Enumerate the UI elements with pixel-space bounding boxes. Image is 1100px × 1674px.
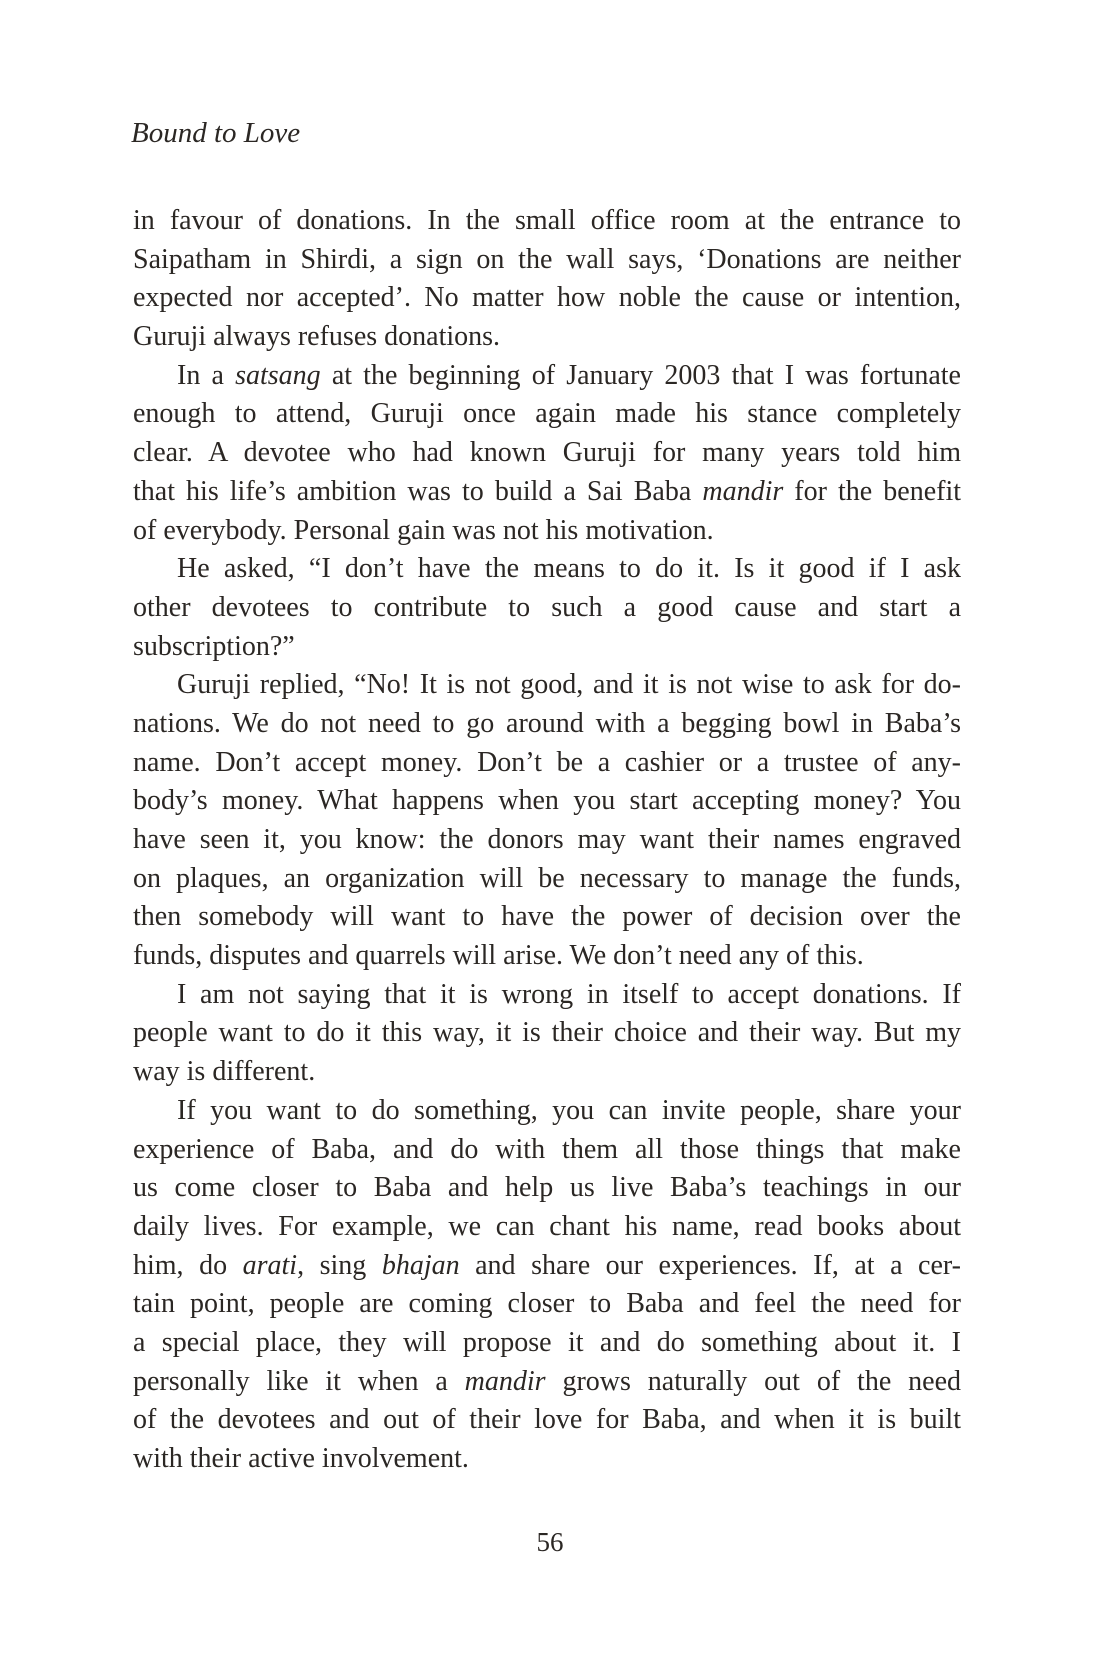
paragraph — [133, 1092, 961, 1479]
text-run: way is different. — [133, 1056, 316, 1088]
text-line — [133, 860, 961, 899]
text-run: He asked, “I don’t have the means to do it. Is it good if I ask — [177, 553, 961, 585]
text-run: other devotees to contribute to such a good cause and start a — [133, 591, 961, 623]
paragraph — [133, 666, 961, 976]
text-line — [133, 473, 961, 512]
text-run: of everybody. Personal gain was not his motivation. — [133, 514, 714, 546]
text-run: subscription?” — [133, 630, 295, 662]
text-run: a special place, they will propose it and do something about it. I — [133, 1326, 961, 1358]
text-line — [133, 937, 961, 976]
paragraph — [133, 357, 961, 550]
text-line — [133, 202, 961, 241]
text-run-italic: bhajan — [381, 1249, 460, 1281]
text-line — [133, 279, 961, 318]
text-run-italic: satsang — [235, 359, 321, 391]
text-run: I am not saying that it is wrong in itself to accept donations. If — [177, 978, 961, 1010]
text-run: Guruji replied, “No! It is not good, and it is not wise to ask for do- — [177, 669, 961, 701]
text-run: experience of Baba, and do with them all those things that make — [133, 1133, 961, 1165]
text-run: If you want to do something, you can invite people, share your — [177, 1094, 961, 1126]
text-run: funds, disputes and quarrels will arise. We don’t need any of this. — [133, 940, 864, 972]
text-run: at the beginning of January 2003 that I was fortunate — [320, 359, 961, 391]
text-run: then somebody will want to have the power of decision over the — [133, 901, 961, 933]
text-run: expected nor accepted’. No matter how noble the cause or intention, — [133, 282, 961, 314]
text-run: people want to do it this way, it is their choice and their way. But my — [133, 1017, 961, 1049]
text-line — [133, 976, 961, 1015]
text-line — [133, 782, 961, 821]
text-line — [133, 1131, 961, 1170]
text-run: in favour of donations. In the small office room at the entrance to — [133, 205, 961, 236]
text-run-italic: mandir — [464, 1365, 546, 1397]
paragraph — [133, 550, 961, 666]
text-line — [133, 241, 961, 280]
text-line — [133, 434, 961, 473]
body-text-block — [133, 202, 961, 1479]
text-run: Saipatham in Shirdi, a sign on the wall says, ‘Donations are neither — [133, 243, 961, 275]
text-line — [133, 1401, 961, 1440]
text-run: and share our experiences. If, at a cer- — [459, 1249, 961, 1281]
text-line — [133, 1169, 961, 1208]
text-line — [133, 628, 961, 667]
text-run: , sing — [297, 1249, 382, 1281]
paragraph — [133, 976, 961, 1092]
text-line — [133, 512, 961, 551]
text-line — [133, 744, 961, 783]
text-run-italic: arati — [242, 1249, 298, 1281]
text-run: name. Don’t accept money. Don’t be a cashier or a trustee of any- — [133, 746, 961, 778]
text-run: grows naturally out of the need — [545, 1365, 961, 1397]
text-line — [133, 1053, 961, 1092]
text-run: that his life’s ambition was to build a Sai Baba — [133, 475, 703, 507]
text-line — [133, 1285, 961, 1324]
text-run: body’s money. What happens when you start accepting money? You — [133, 785, 961, 817]
text-line — [133, 1014, 961, 1053]
text-run-italic: mandir — [702, 475, 784, 507]
text-line — [133, 666, 961, 705]
text-run: him, do — [133, 1249, 243, 1281]
text-run: clear. A devotee who had known Guruji for many years told him — [133, 437, 961, 469]
text-run: daily lives. For example, we can chant his name, read books about — [133, 1210, 961, 1242]
text-run: of the devotees and out of their love for Baba, and when it is built — [133, 1404, 961, 1436]
text-line — [133, 1440, 961, 1479]
text-run: us come closer to Baba and help us live Baba’s teachings in our — [133, 1172, 961, 1204]
text-line — [133, 1208, 961, 1247]
text-line — [133, 1247, 961, 1286]
text-line — [133, 705, 961, 744]
text-run: with their active involvement. — [133, 1443, 469, 1474]
text-run: have seen it, you know: the donors may want their names engraved — [133, 824, 961, 855]
text-run: tain point, people are coming closer to Baba and feel the need for — [133, 1288, 961, 1320]
text-line — [133, 1324, 961, 1363]
page-number: 56 — [536, 1527, 564, 1557]
text-line — [133, 318, 961, 357]
text-run: enough to attend, Guruji once again made his stance completely — [133, 398, 961, 430]
paragraph — [133, 202, 961, 357]
text-line — [133, 898, 961, 937]
text-run: Guruji always refuses donations. — [133, 321, 501, 353]
text-line — [133, 395, 961, 434]
running-header: Bound to Love — [131, 117, 301, 149]
text-line — [133, 821, 961, 860]
text-run: on plaques, an organization will be necessary to manage the funds, — [133, 862, 961, 894]
text-line — [133, 589, 961, 628]
text-run: personally like it when a — [133, 1365, 465, 1397]
text-line — [133, 357, 961, 396]
text-run: nations. We do not need to go around with a begging bowl in Baba’s — [133, 707, 961, 739]
text-run: In a — [177, 359, 236, 391]
text-line — [133, 550, 961, 589]
text-run: for the benefit — [783, 475, 961, 507]
text-line — [133, 1363, 961, 1402]
text-line — [133, 1092, 961, 1131]
